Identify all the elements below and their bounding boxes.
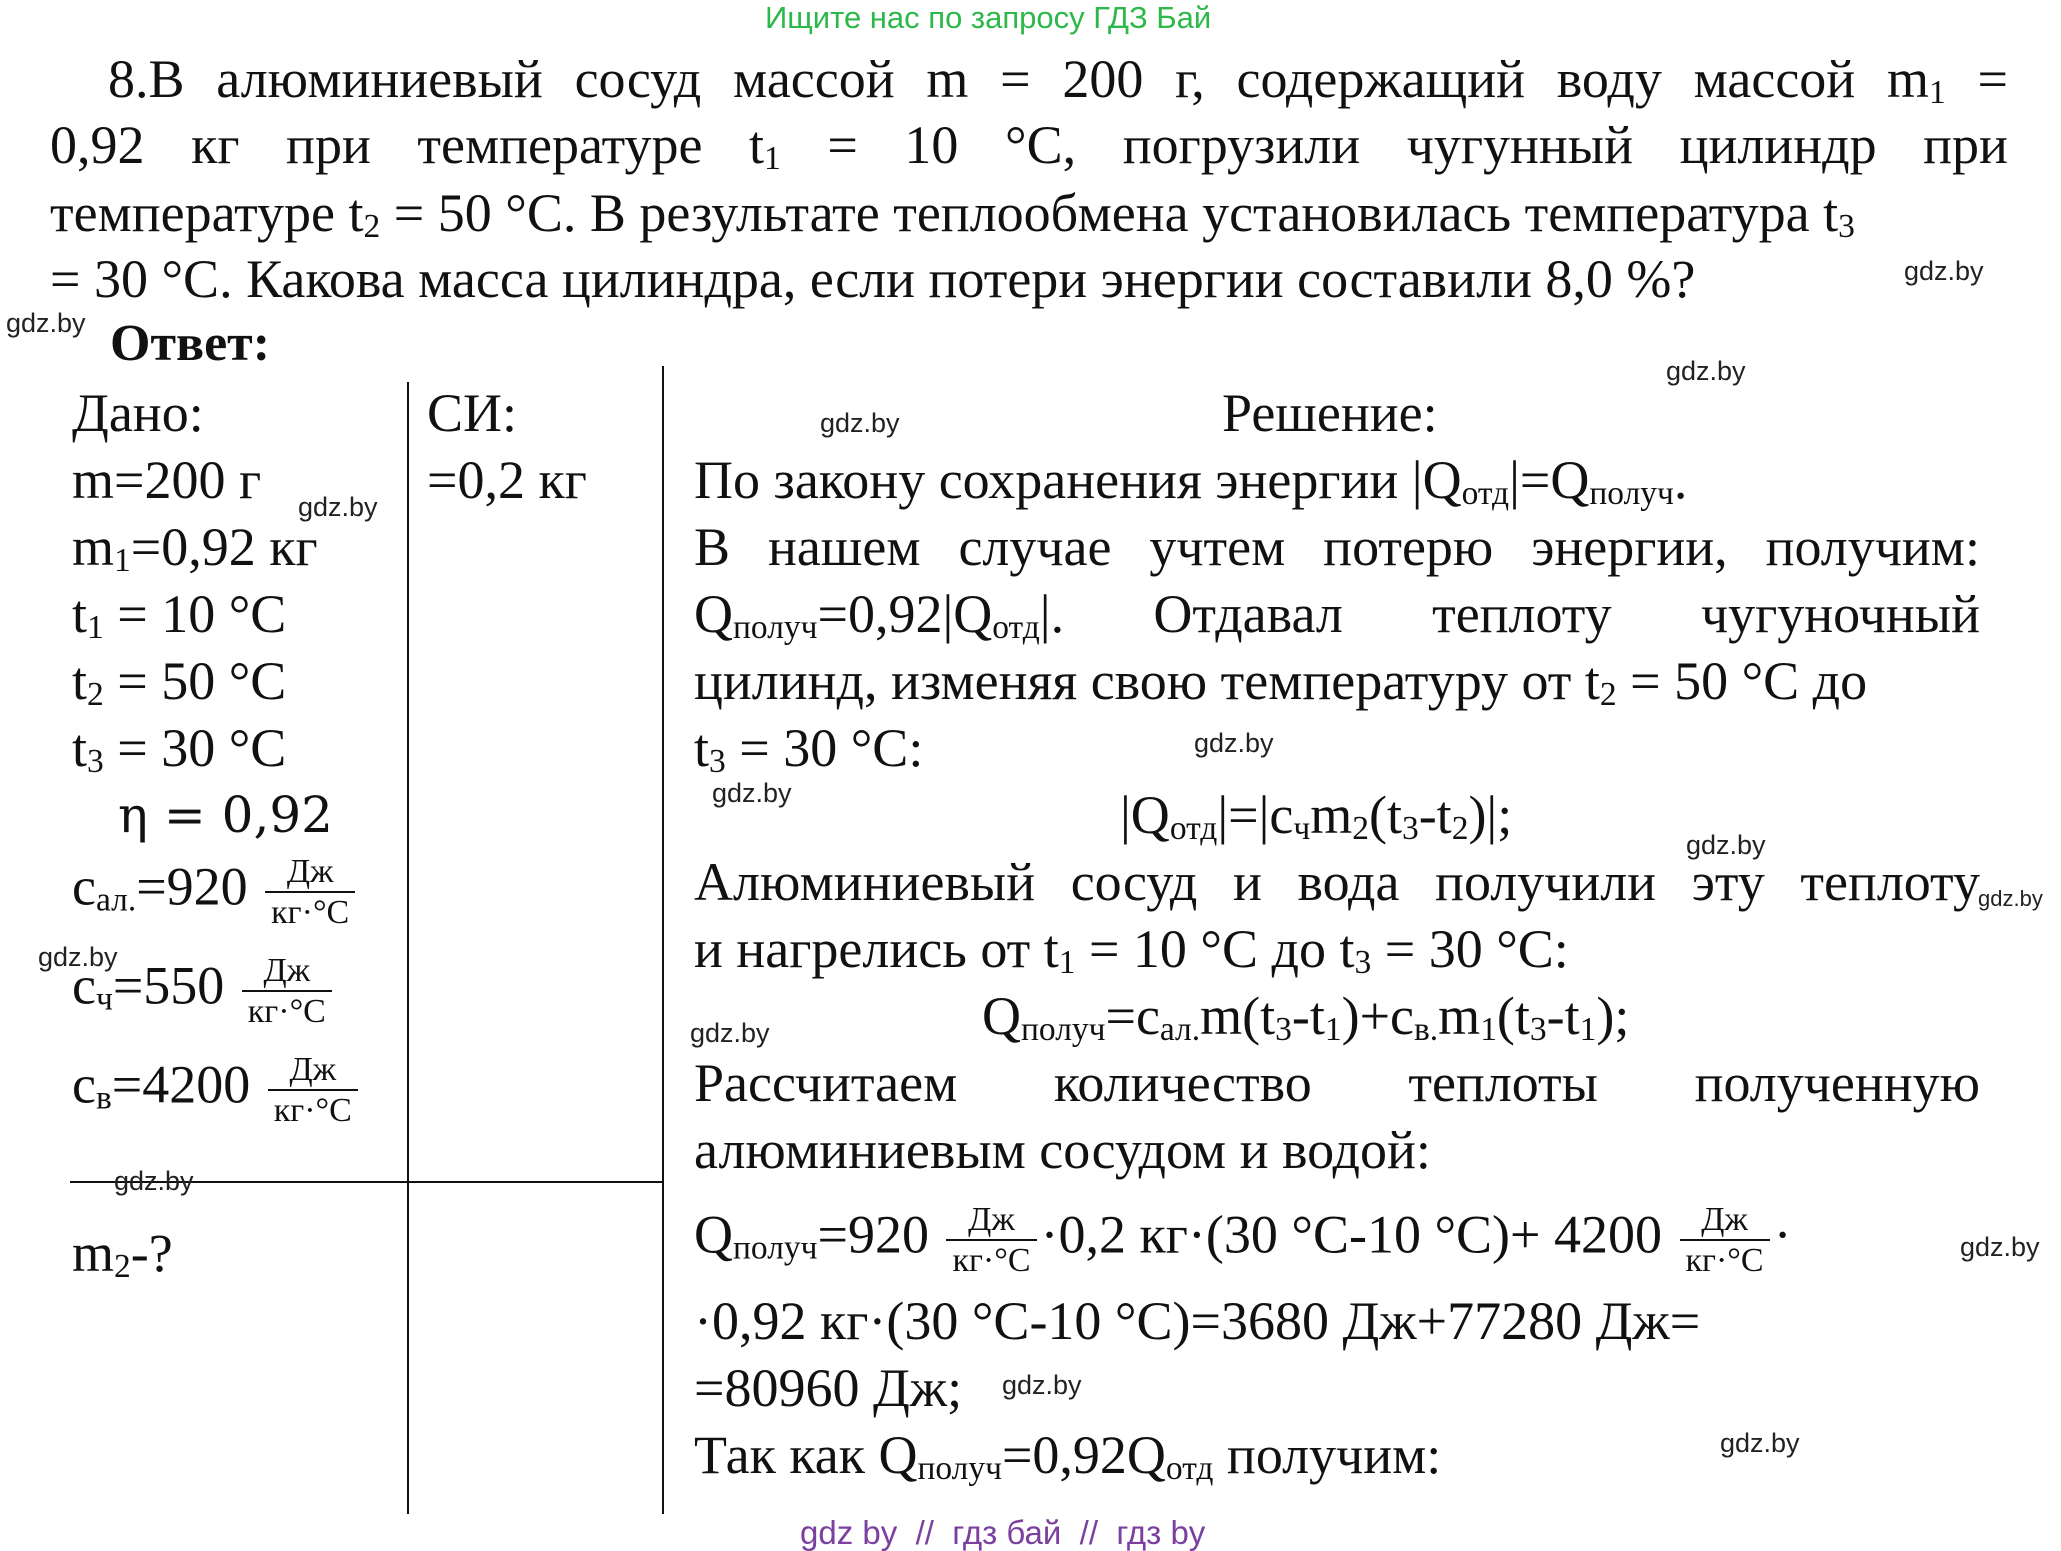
word: чугунный: [1406, 115, 1633, 175]
solution-line-3: $Q_{получ}=0,92|Q_{отд}|$. Отдавал теплоту чугуночный: [694, 584, 1980, 647]
solution-line-7: и нагрелись от $t_1 = 10$ °C до $t_3 = 30$ °C:: [694, 919, 1569, 982]
unit-fraction: $\frac{Дж}{кг\cdot^\circ C}$: [265, 852, 355, 932]
solution-line-2: В нашем случае учтем потерю энергии, получим:: [694, 517, 1980, 577]
watermark: gdz.by: [712, 778, 792, 808]
watermark: gdz.by: [690, 1018, 770, 1048]
word: кг: [191, 115, 240, 175]
word: m: [926, 49, 969, 109]
solution-header: Решение:: [1222, 383, 1438, 443]
problem-line-2: [50, 115, 2008, 178]
solution-line-5: $t_3 = 30$ °C:: [694, 718, 924, 781]
unit-fraction: $\frac{Дж}{кг\cdot^\circ C}$: [1680, 1200, 1770, 1280]
formula-q-received: $Q_{получ}=c_{ал.}m(t_3-t_1)+c_{в.}m_1(t_3-t_1)$;: [982, 986, 1630, 1049]
si-solution-divider: [662, 366, 664, 1514]
calc-line-1: $Q_{получ}=920$ $\frac{Дж}{кг\cdot^\circ C}$ ·0,2 кг·(30 °C-10 °C)+ 4200 $\frac{Дж}{кг\cdot^\circ C}$ ·: [694, 1201, 1792, 1280]
footer-watermark: gdz by // гдз бай // гдз by: [800, 1514, 1206, 1551]
word: =: [1000, 49, 1031, 109]
m1-symbol: $m_1$: [1886, 49, 1946, 112]
unit-fraction: $\frac{Дж}{кг\cdot^\circ C}$: [268, 1050, 358, 1130]
word: воду: [1556, 49, 1662, 109]
watermark: gdz.by: [1666, 356, 1746, 386]
word: содержащий: [1236, 49, 1526, 109]
unit-fraction: $\frac{Дж}{кг\cdot^\circ C}$: [242, 951, 332, 1031]
given-c-al: $c_{ал.}=920$ $\frac{Дж}{кг\cdot^\circ C}$: [72, 852, 359, 932]
watermark: gdz.by: [114, 1166, 194, 1196]
answer-label: Ответ:: [110, 315, 271, 372]
word: =: [827, 115, 858, 175]
formula-q-given: $|Q_{отд}|=|c_чm_2(t_3-t_2)|$;: [1120, 785, 1513, 848]
watermark: gdz.by: [1960, 1232, 2040, 1262]
si-header: СИ:: [427, 383, 518, 443]
watermark: gdz.by: [820, 408, 900, 438]
q-ratio: $Q_{получ}=0,92|Q_{отд}|$.: [694, 584, 1065, 647]
unit-fraction: $\frac{Дж}{кг\cdot^\circ C}$: [946, 1200, 1036, 1280]
word: 10: [904, 115, 959, 175]
t1-symbol: $t_1$: [749, 115, 781, 178]
solution-line-6: Алюминиевый сосуд и вода получили эту теплоту: [694, 852, 1980, 912]
word: =: [1977, 49, 2008, 109]
word: г,: [1175, 49, 1205, 109]
word: погрузили: [1122, 115, 1361, 175]
watermark: gdz.by: [298, 492, 378, 522]
given-si-divider: [407, 382, 409, 1514]
problem-line-1: [108, 49, 2008, 112]
problem-line-4: = 30 °C. Какова масса цилиндра, если потери энергии составили 8,0 %?: [50, 249, 1696, 309]
search-banner: Ищите нас по запросу ГДЗ Бай: [765, 0, 1212, 35]
watermark: gdz.by: [6, 308, 86, 338]
watermark: gdz.by: [38, 942, 118, 972]
si-m: =0,2 кг: [427, 450, 587, 510]
given-header: Дано:: [72, 383, 204, 443]
solution-line-9: алюминиевым сосудом и водой:: [694, 1120, 1431, 1180]
given-t3: $t_3 = 30$ °C: [72, 718, 287, 781]
solution-line-4: цилинд, изменяя свою температуру от $t_2 = 50$ °C до: [694, 651, 1868, 714]
watermark: gdz.by: [1904, 256, 1984, 286]
word: 0,92: [50, 115, 145, 175]
problem-line-3: температуре $t_2 = 50$ °C. В результате теплообмена установилась температура $t_3$: [50, 183, 1855, 246]
word: массой: [733, 49, 895, 109]
word: цилиндр: [1679, 115, 1877, 175]
solution-line-1: По закону сохранения энергии $|Q_{отд}|=Q_{получ}$.: [694, 450, 1688, 513]
word: сосуд: [574, 49, 702, 109]
given-m: m=200 г: [72, 450, 262, 510]
find-m2: $m_2-$?: [72, 1223, 173, 1286]
given-c-w: $c_в=4200$ $\frac{Дж}{кг\cdot^\circ C}$: [72, 1050, 362, 1130]
given-eta: η = 0,92: [118, 786, 333, 844]
word: °C,: [1004, 115, 1077, 175]
given-t1: $t_1 = 10$ °C: [72, 584, 287, 647]
word: температуре: [417, 115, 703, 175]
watermark: gdz.by: [1194, 728, 1274, 758]
word: алюминиевый: [216, 49, 543, 109]
word: при: [286, 115, 371, 175]
word: массой: [1693, 49, 1856, 109]
word: 8.В: [108, 49, 185, 109]
calc-line-2: ·0,92 кг·(30 °C-10 °C)=3680 Дж+77280 Дж=: [694, 1291, 1701, 1351]
watermark: gdz.by: [1720, 1428, 1800, 1458]
calc-line-3: =80960 Дж;: [694, 1358, 963, 1418]
word: при: [1923, 115, 2008, 175]
watermark: gdz.by: [1002, 1370, 1082, 1400]
watermark: gdz.by: [1686, 830, 1766, 860]
word: 200: [1062, 49, 1144, 109]
given-t2: $t_2 = 50$ °C: [72, 651, 287, 714]
given-c-ch: $c_ч=550$ $\frac{Дж}{кг\cdot^\circ C}$: [72, 951, 336, 1031]
solution-line-10: Так как $Q_{получ}=0,92Q_{отд}$ получим:: [694, 1425, 1442, 1488]
solution-line-8: Рассчитаем количество теплоты полученную: [694, 1053, 1980, 1113]
watermark: gdz.by: [1978, 886, 2043, 911]
given-m1: $m_1=0,92$ кг: [72, 517, 318, 580]
